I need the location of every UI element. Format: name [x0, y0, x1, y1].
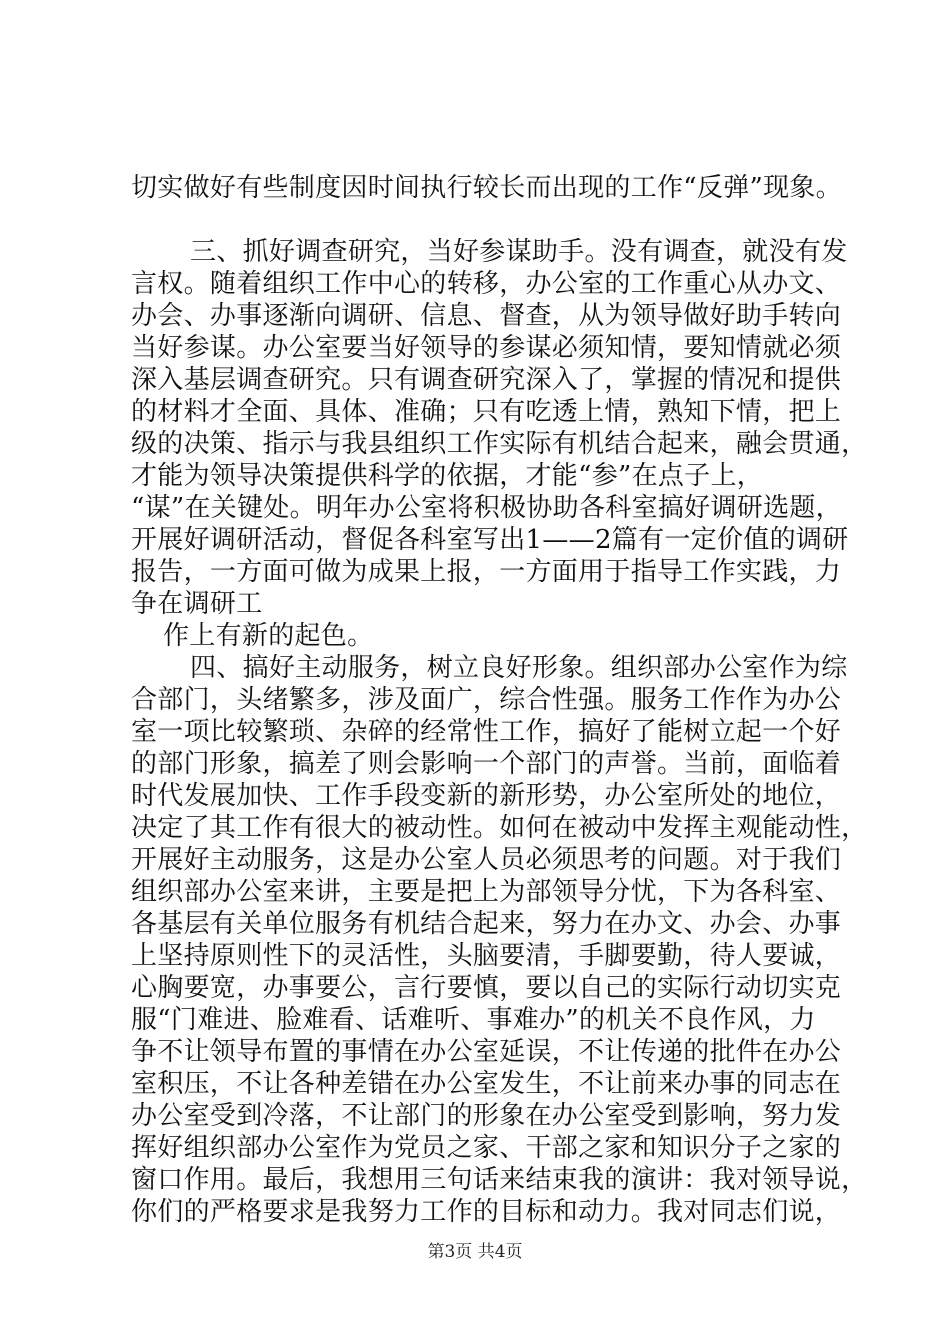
paragraph-line: 你们的严格要求是我努力工作的目标和动力。我对同志们说， — [131, 1197, 842, 1227]
paragraph-line: 室一项比较繁琐、杂碎的经常性工作，搞好了能树立起一个好 — [131, 717, 842, 747]
paragraph-line: 争不让领导布置的事情在办公室延误，不让传递的批件在办公 — [131, 1037, 842, 1067]
paragraph-line: 当好参谋。办公室要当好领导的参谋必须知情，要知情就必须 — [131, 333, 842, 363]
paragraph-line: 才能为领导决策提供科学的依据，才能“参”在点子上， — [131, 461, 764, 491]
paragraph-line: 三、抓好调查研究，当好参谋助手。没有调查，就没有发 — [190, 237, 848, 267]
paragraph-line: 的部门形象，搞差了则会影响一个部门的声誉。当前，面临着 — [131, 749, 842, 779]
paragraph-line: 合部门，头绪繁多，涉及面广，综合性强。服务工作作为办公 — [131, 685, 842, 715]
page-number-footer: 第3页 共4页 — [427, 1242, 523, 1262]
paragraph-line: 级的决策、指示与我县组织工作实际有机结合起来，融会贯通， — [131, 429, 868, 459]
paragraph-line: 组织部办公室来讲，主要是把上为部领导分忧，下为各科室、 — [131, 877, 842, 907]
paragraph-line: 窗口作用。最后，我想用三句话来结束我的演讲：我对领导说， — [131, 1165, 868, 1195]
paragraph-line: “谋”在关键处。明年办公室将积极协助各科室搞好调研选题， — [131, 493, 842, 523]
paragraph-line: 挥好组织部办公室作为党员之家、干部之家和知识分子之家的 — [131, 1133, 842, 1163]
paragraph-line: 深入基层调查研究。只有调查研究深入了，掌握的情况和提供 — [131, 365, 842, 395]
paragraph-line: 室积压，不让各种差错在办公室发生，不让前来办事的同志在 — [131, 1069, 842, 1099]
paragraph-line: 服“门难进、脸难看、话难听、事难办”的机关不良作风，力 — [131, 1005, 816, 1035]
paragraph-line: 报告，一方面可做为成果上报，一方面用于指导工作实践，力 — [131, 557, 842, 587]
paragraph-line: 争在调研工 — [131, 589, 263, 619]
paragraph-line: 开展好主动服务，这是办公室人员必须思考的问题。对于我们 — [131, 845, 842, 875]
paragraph-line: 言权。随着组织工作中心的转移，办公室的工作重心从办文、 — [131, 269, 842, 299]
paragraph-line: 心胸要宽，办事要公，言行要慎，要以自己的实际行动切实克 — [131, 973, 842, 1003]
paragraph-line: 开展好调研活动，督促各科室写出1——2篇有一定价值的调研 — [131, 525, 849, 555]
paragraph-line: 决定了其工作有很大的被动性。如何在被动中发挥主观能动性， — [131, 813, 868, 843]
paragraph-line: 四、搞好主动服务，树立良好形象。组织部办公室作为综 — [190, 653, 848, 683]
paragraph-line: 作上有新的起色。 — [163, 621, 374, 651]
paragraph-line: 办公室受到冷落，不让部门的形象在办公室受到影响，努力发 — [131, 1101, 842, 1131]
paragraph-line: 切实做好有些制度因时间执行较长而出现的工作“反弹”现象。 — [131, 173, 842, 203]
paragraph-line: 时代发展加快、工作手段变新的新形势，办公室所处的地位， — [131, 781, 842, 811]
paragraph-line: 办会、办事逐渐向调研、信息、督查，从为领导做好助手转向 — [131, 301, 842, 331]
paragraph-line: 的材料才全面、具体、准确；只有吃透上情，熟知下情，把上 — [131, 397, 842, 427]
paragraph-line: 上坚持原则性下的灵活性，头脑要清，手脚要勤，待人要诚， — [131, 941, 842, 971]
paragraph-line: 各基层有关单位服务有机结合起来，努力在办文、办会、办事 — [131, 909, 842, 939]
